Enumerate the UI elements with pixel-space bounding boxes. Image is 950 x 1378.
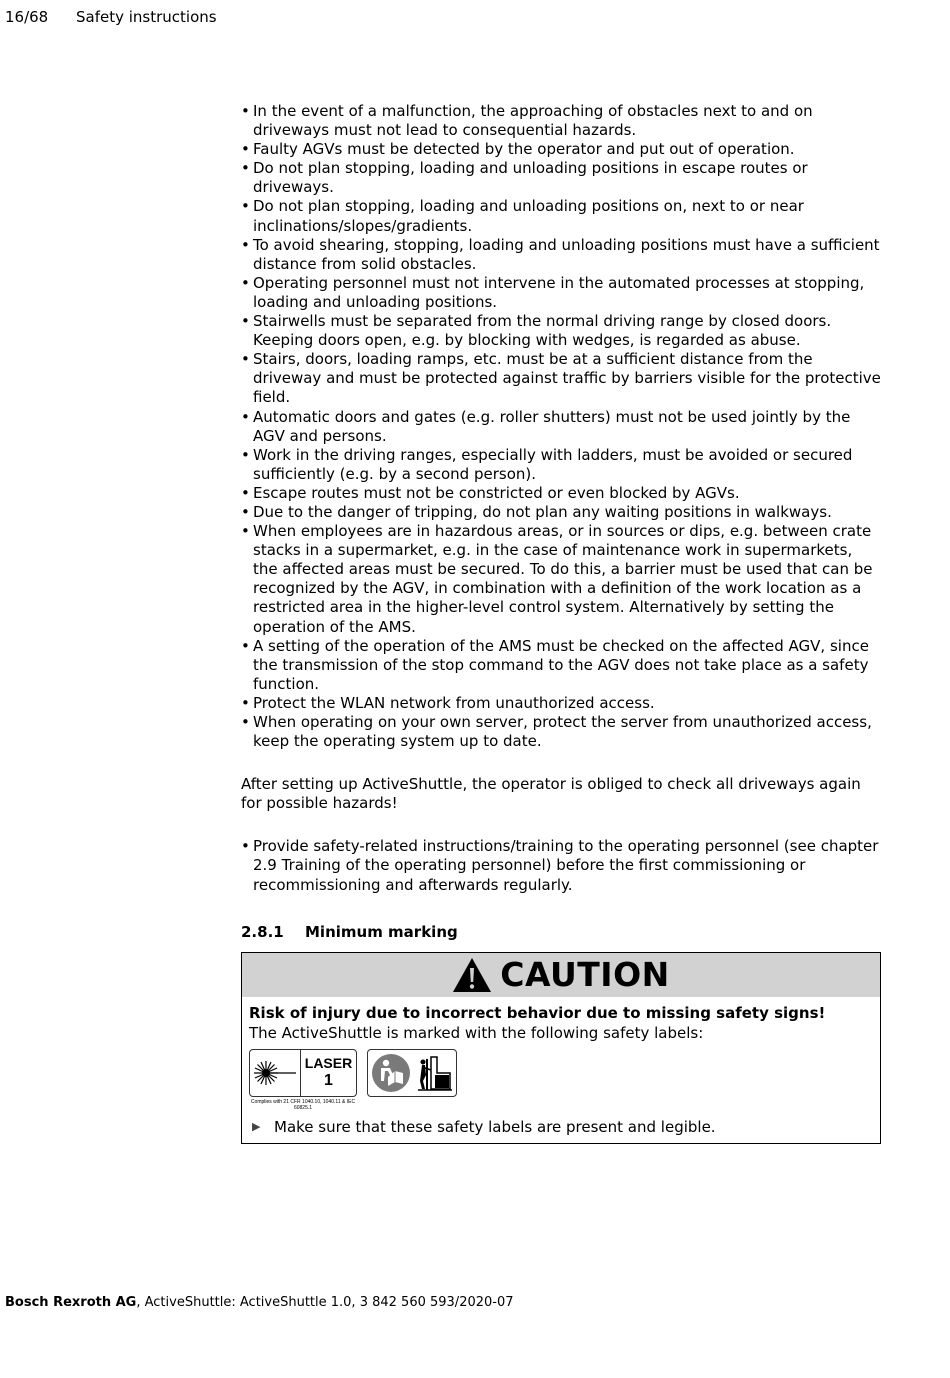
caution-box: [241, 952, 881, 1144]
list-item: • Automatic doors and gates (e.g. roller shutters) must not be used jointly by the AGV and persons.: [241, 408, 881, 446]
page-footer: [5, 1295, 514, 1311]
list-item: • Stairs, doors, loading ramps, etc. must be at a sufficient distance from the driveway and must be protected against traffic by barriers visible for the protective field.: [241, 350, 881, 407]
caution-intro-text: The ActiveShuttle is marked with the following safety labels:: [249, 1023, 704, 1042]
list-item: • Do not plan stopping, loading and unloading positions on, next to or near inclinations/slopes/gradients.: [241, 197, 881, 235]
list-item: • Provide safety-related instructions/training to the operating personnel (see chapter 2.9 Training of the operating personnel) before the first commissioning or recommissioning and afterwards regularly.: [241, 837, 881, 894]
laser-class-text: [301, 1050, 356, 1096]
list-item: • Faulty AGVs must be detected by the operator and put out of operation.: [241, 140, 881, 159]
page-number: 16/68: [5, 8, 49, 26]
caution-header: [242, 953, 880, 997]
list-item: • Stairwells must be separated from the normal driving range by closed doors. Keeping doors open, e.g. by blocking with wedges, is regarded as abuse.: [241, 312, 881, 350]
section-number: 2.8.1: [241, 922, 284, 941]
manual-and-crush-label: [367, 1049, 457, 1097]
caution-risk-text: Risk of injury due to incorrect behavior due to missing safety signs!: [249, 1003, 826, 1022]
training-bullet-list: [241, 837, 881, 894]
caution-signal-word: CAUTION: [500, 955, 670, 995]
list-item: • Escape routes must not be constricted or even blocked by AGVs.: [241, 484, 881, 503]
caution-action: [249, 1117, 873, 1137]
read-manual-icon: [371, 1053, 411, 1093]
list-item: • When operating on your own server, protect the server from unauthorized access, keep the operating system up to date.: [241, 713, 881, 751]
list-item: • Due to the danger of tripping, do not plan any waiting positions in walkways.: [241, 503, 881, 522]
list-item: • To avoid shearing, stopping, loading and unloading positions must have a sufficient distance from solid obstacles.: [241, 236, 881, 274]
triangle-right-icon: ▶: [252, 1119, 261, 1133]
laser-compliance-text: Complies with 21 CFR 1040.10, 1040.11 & IEC 60825.1: [250, 1098, 356, 1111]
safety-labels-row: [249, 1049, 873, 1111]
caution-action-text: Make sure that these safety labels are present and legible.: [274, 1117, 716, 1136]
laser-label-line2: 1: [324, 1071, 333, 1089]
safety-bullet-list: [241, 102, 881, 751]
list-item: • Operating personnel must not intervene in the automated processes at stopping, loading and unloading positions.: [241, 274, 881, 312]
section-title: Minimum marking: [305, 922, 458, 941]
operator-note: After setting up ActiveShuttle, the operator is obliged to check all driveways again for possible hazards!: [241, 775, 861, 813]
page-header: [5, 8, 217, 26]
list-item: • In the event of a malfunction, the approaching of obstacles next to and on driveways must not lead to consequential hazards.: [241, 102, 881, 140]
laser-label-group: [249, 1049, 357, 1111]
list-item: • Protect the WLAN network from unauthorized access.: [241, 694, 881, 713]
laser-class-label: [249, 1049, 357, 1097]
list-item: • A setting of the operation of the AMS must be checked on the affected AGV, since the transmission of the stop command to the AGV does not take place as a safety function.: [241, 637, 881, 694]
section-heading: [241, 923, 881, 942]
main-content: [241, 102, 881, 1144]
warning-triangle-icon: [452, 957, 492, 993]
list-item: • Do not plan stopping, loading and unloading positions in escape routes or driveways.: [241, 159, 881, 197]
forklift-crush-icon: [417, 1053, 453, 1093]
list-item: • Work in the driving ranges, especially with ladders, must be avoided or secured sufficiently (e.g. by a second person).: [241, 446, 881, 484]
laser-label-line1: LASER: [304, 1054, 353, 1071]
header-section-title: Safety instructions: [76, 8, 217, 26]
footer-document-info: , ActiveShuttle: ActiveShuttle 1.0, 3 842 560 593/2020-07: [136, 1295, 514, 1310]
laser-starburst-icon: [250, 1050, 301, 1096]
list-item: • When employees are in hazardous areas, or in sources or dips, e.g. between crate stacks in a supermarket, e.g. in the case of maintenance work in supermarkets, the affected areas must be secured. To do this, a barrier must be used that can be recognized by the AGV, in combination with a definition of the work location as a restricted area in the higher-level control system. Alternatively by setting the operation of the AMS.: [241, 522, 881, 637]
caution-body: [242, 997, 880, 1143]
footer-company: Bosch Rexroth AG: [5, 1295, 137, 1310]
